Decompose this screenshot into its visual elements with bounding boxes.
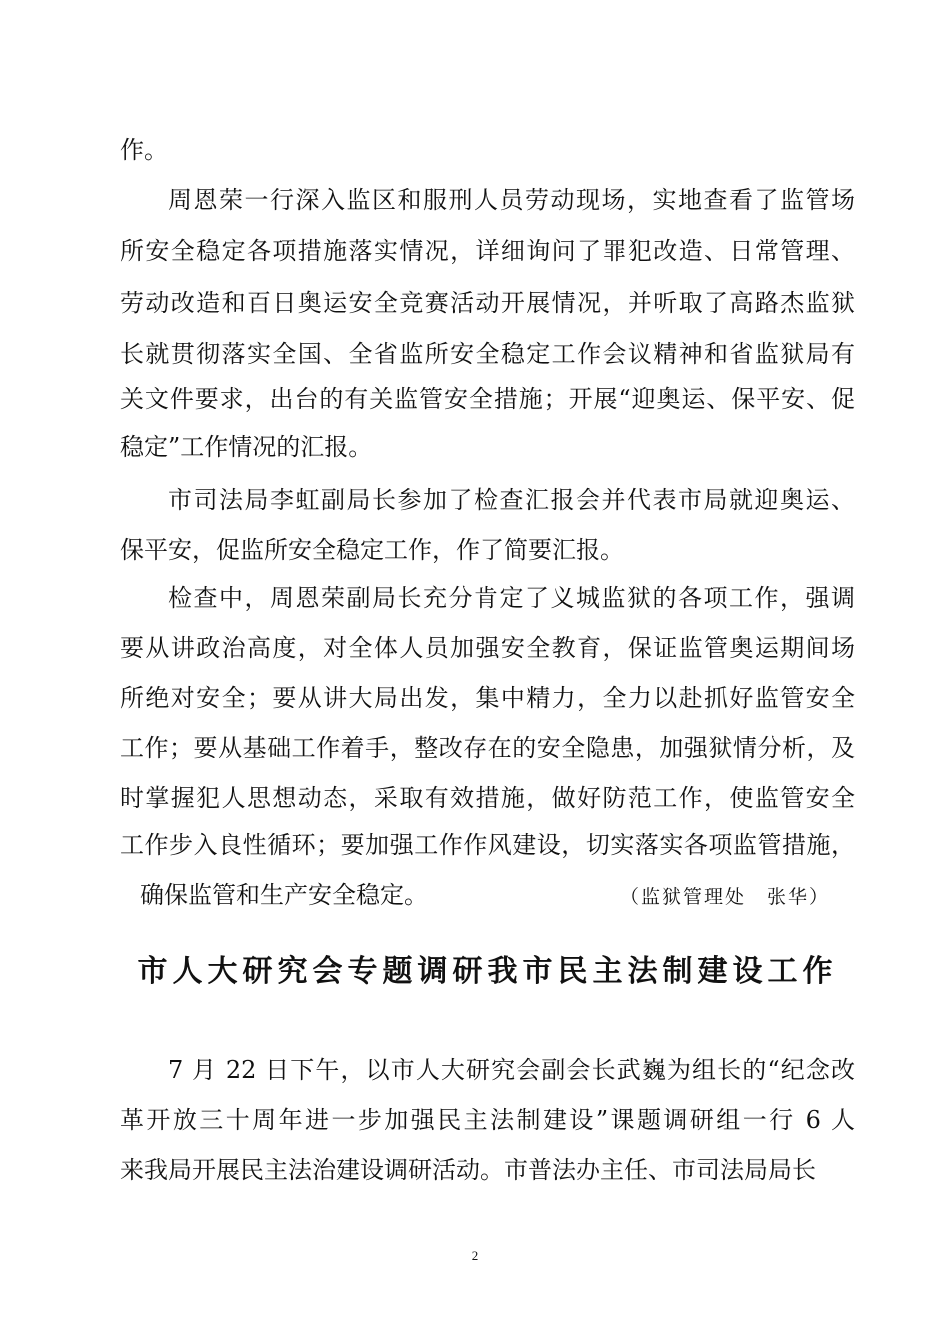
paragraph-line: 要从讲政治高度，对全体人员加强安全教育，保证监管奥运期间场 [120, 634, 855, 662]
paragraph-line: 检查中，周恩荣副局长充分肯定了义城监狱的各项工作，强调 [168, 584, 855, 612]
paragraph-line: 劳动改造和百日奥运安全竞赛活动开展情况，并听取了高路杰监狱 [120, 289, 855, 317]
paragraph-line: 市司法局李虹副局长参加了检查汇报会并代表市局就迎奥运、 [168, 486, 855, 514]
page-number: 2 [471, 1248, 479, 1263]
paragraph-line: 时掌握犯人思想动态，采取有效措施，做好防范工作，使监管安全 [120, 784, 855, 812]
paragraph-line: 工作步入良性循环；要加强工作作风建设，切实落实各项监管措施， [120, 831, 855, 859]
paragraph-line: 作。 [120, 136, 168, 164]
paragraph-line: 革开放三十周年进一步加强民主法制建设”课题调研组一行 6 人 [120, 1106, 855, 1134]
paragraph-line: 7 月 22 日下午，以市人大研究会副会长武巍为组长的“纪念改 [168, 1056, 855, 1084]
article-heading: 市人大研究会专题调研我市民主法制建设工作 [137, 954, 838, 989]
paragraph-line: 稳定”工作情况的汇报。 [120, 433, 373, 461]
paragraph-line: 保平安，促监所安全稳定工作，作了简要汇报。 [120, 536, 624, 564]
paragraph-line: 所绝对安全；要从讲大局出发，集中精力，全力以赴抓好监管安全 [120, 684, 855, 712]
paragraph-line: 关文件要求，出台的有关监管安全措施；开展“迎奥运、保平安、促 [120, 385, 855, 413]
paragraph-line: 周恩荣一行深入监区和服刑人员劳动现场，实地查看了监管场 [168, 186, 855, 214]
paragraph-line-with-signature [140, 880, 830, 910]
paragraph-line: 工作；要从基础工作着手，整改存在的安全隐患，加强狱情分析，及 [120, 734, 855, 762]
paragraph-line-text: 确保监管和生产安全稳定。 [140, 881, 428, 909]
paragraph-line: 长就贯彻落实全国、全省监所安全稳定工作会议精神和省监狱局有 [120, 340, 855, 368]
paragraph-line: 来我局开展民主法治建设调研活动。市普法办主任、市司法局局长 [120, 1156, 816, 1184]
paragraph-line: 所安全稳定各项措施落实情况，详细询问了罪犯改造、日常管理、 [120, 237, 855, 265]
author-signature: （监狱管理处 张华） [619, 886, 830, 908]
